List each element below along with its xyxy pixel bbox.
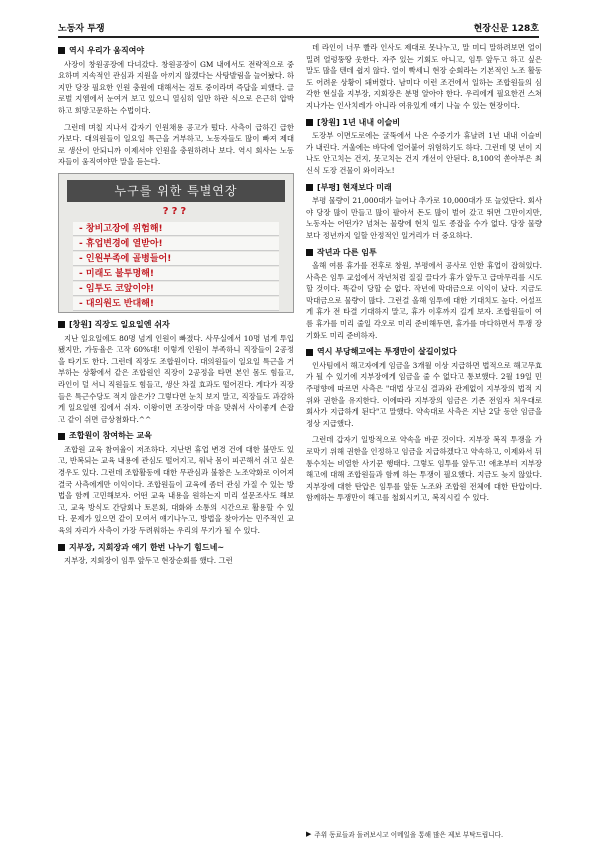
article-paragraph: 지부장, 지회장이 임투 앞두고 현장순회를 했다. 그런 — [64, 556, 233, 566]
photo-line: - 휴업변경에 열받아! — [73, 237, 279, 251]
page-footer — [306, 829, 539, 839]
page-header — [58, 20, 539, 38]
article-title: [부평] 현재보다 미래 — [306, 182, 542, 194]
article-paragraph: 인사팀에서 해고자에게 임금을 3개월 이상 지급하면 법적으로 해고무효가 될 수 있기에 지부장에게 임금을 줄 수 없다고 통보했다. 2월 19일 민주평향에 따르면 사측은 "대법 상고심 결과와 관계없이 지부장의 법적 지위와 권한을 유지한다. 이에따라 지부장의 임금은 기존 전임자 처우대로 회사가 지급하게 된다"고 말했다. 약속대로 사측은 지난 2달 동안 임금을 정상 지급했다. — [306, 360, 542, 428]
article — [306, 182, 542, 242]
article — [306, 346, 542, 504]
article — [58, 45, 294, 168]
photo-lines — [73, 222, 279, 312]
article-title: [창원] 직장도 일요일엔 쉬자 — [58, 319, 294, 331]
footer-text: 주위 동료들과 돌려보시고 이메일을 통해 많은 제보 부탁드립니다. — [314, 831, 504, 839]
article — [58, 542, 294, 567]
bullet-square-icon — [306, 119, 313, 126]
photo-line: - 임투도 코앞이야! — [73, 282, 279, 296]
bullet-square-icon — [306, 249, 313, 256]
photo-banner: 누구를 위한 특별연장 — [67, 180, 285, 202]
article-paragraph: 부평 물량이 21,000대가 늘어나 추가로 10,000대가 또 늘었단다. 회사야 당장 많이 만들고 많이 팔아서 돈도 많이 벌어 갔고 뛰면 그만이지만, 노동자는 어떤가? 넘쳐는 물량에 현치 일도 종잡을 수가 없다. 당장 물량보다 정년까지 일할 안정적인 일거리가 더 중요하다. — [306, 196, 542, 240]
photo-line: - 미래도 불투명해! — [73, 267, 279, 281]
article-paragraph: 조합원 교육 참여율이 저조하다. 지난번 휴업 변경 건에 대한 불만도 있고, 반복되는 교육 내용에 관심도 떨어지고, 워낙 몸이 피곤해서 쉬고 싶은 경우도 있다. 그런데 조합활동에 대한 무관심과 불참은 노조약화로 이어져 결국 사측에게만 이익이다. 조합원들이 교육에 좀더 관심 가질 수 있는 방법을 함께 고민해보자. 어떤 교육 내용을 원하는지 미리 설문조사도 해보고, 교육 방식도 간담회나 토론회, 대화와 소통의 시간으로 활용할 수 있다. 문제가 있으면 같이 모여서 얘기나누고, 방법을 찾아가는 민주적인 교육의 자리가 사측이 가장 두려워하는 우리의 무기가 될 수 있다. — [58, 444, 294, 536]
article-title: [창원] 1년 내내 이슬비 — [306, 117, 542, 129]
article — [306, 247, 542, 342]
protest-sign-photo — [58, 173, 294, 313]
article-paragraph: 그런데 갑자기 일방적으로 약속을 바꾼 것이다. 지부장 복직 투쟁을 가로막기 위해 권한을 인정하고 임금을 지급하겠다고 약속하고, 이제와서 뒤통수치는 비열한 사기꾼 행태다. 그렇도 임투를 앞두고! 애초부터 지부장 해고에 대해 조합원들과 함께 하는 투쟁이 필요했다. 지금도 늦지 않았다. 지부장에 대한 탄압은 임투를 앞둔 노조와 조합원 전체에 대한 탄압이다. 함께하는 투쟁만이 해고를 철회시키고, 복직시킬 수 있다. — [306, 435, 542, 503]
article-paragraph: 올해 여름 휴가를 전후로 창원, 부평에서 공사로 인한 휴업이 잡혀있다. 사측은 임투 교섭에서 작년처럼 질질 끌다가 휴가 앞두고 급마무리를 시도할 것이다. 똑같이 당할 순 없다. 작년에 막대금으로 이익이 났다. 지금도 막대금으로 물량이 많다. 그런걸 올해 임투에 대한 기대치도 높다. 어설프게 휴가 전 타결 기대하지 말고, 휴가 이후까지 길게 보자. 조합원들이 여름 휴가를 미리 줄일 각오로 미리 준비해두면, 휴가를 마다하면서 투쟁 장기화도 미리 준비하자. — [306, 261, 542, 340]
article — [306, 117, 542, 177]
photo-line: - 대의원도 반대해! — [73, 297, 279, 311]
article — [58, 319, 294, 425]
photo-line: - 인원부족에 골병들어! — [73, 252, 279, 266]
article-title: 역시 부당해고에는 투쟁만이 살길이었다 — [306, 346, 542, 358]
left-column — [58, 42, 294, 572]
article-paragraph: 데 라인이 너무 빨라 인사도 제대로 못나누고, 말 미디 말하려보면 얼이 밀려 얼렁뚱땅 웃한다. 자주 있는 기회도 아니고, 임투 앞두고 하고 싶은 말도 많을 텐데 쉽지 않다. 얼이 빡세니 현장 순회라는 기본적인 노조 활동도 어려운 상황이 돼버렸다. 남미다 이런 조건에서 일하는 조합원들의 심각한 현실을 지부장, 지회장은 분명 알아야 한다. 우리에게 필요한건 스쳐지나가는 인사치레가 아니라 여유있게 얘기 나눌 수 있는 현장이다. — [306, 43, 542, 110]
header-right: 현장신문 128호 — [473, 24, 539, 34]
bullet-square-icon — [58, 544, 65, 551]
bullet-square-icon — [306, 349, 313, 356]
bullet-square-icon — [58, 321, 65, 328]
article-title: 조합원이 참여하는 교육 — [58, 430, 294, 442]
photo-line: - 창비고장에 위험해! — [73, 222, 279, 236]
bullet-square-icon — [58, 433, 65, 440]
article-paragraph: 사장이 창원공장에 다녀갔다. 창원공장이 GM 내에서도 전략적으로 중요하며 지속적인 관심과 지원을 아끼지 않겠다는 사탕발림을 늘어놨다. 하지만 당장 필요한 인원 충원에 대해서는 검토 중이라며 즉답을 피했다. 글로벌 지엠에서 눈여겨 보고 있으니 열심히 일만 하란 식으로 은근히 압박하고 희망고문하는 수법이다. — [58, 59, 294, 115]
article-continued — [306, 42, 542, 112]
article-title: 역시 우리가 움직여야 — [58, 45, 294, 57]
article-paragraph: 지난 일요일에도 80명 넘게 인원이 빠졌다. 사무실에서 10명 넘게 투입됐지만, 가동율은 고작 60%대! 이렇게 인원이 부족하니 직장들이 2공정을 타기도 한다. 그런데 직장도 조합원이다. 대의원들이 일요일 특근을 거부하는 상황에서 같은 조합원인 직장이 2공정을 타면 본인 몸도 힘들고, 라인이 덜 서니 직원들도 힘들고, 생산 차질 효과도 떨어진다. 게다가 직장들은 특근수당도 적지 않은가? 그렇다면 눈치 보지 말고, 직장들도 과감하게 일요일엔 집에서 쉬자. 이왕이면 조장이랑 마음 맞춰서 사이좋게 손잡고 같이 쉬면 금상첨화다.^^ — [58, 333, 294, 424]
header-left: 노동자 투쟁 — [58, 24, 105, 34]
article-paragraph: 도장부 이면도로에는 굴뚝에서 나온 수증기가 휴날려 1년 내내 이슬비가 내린다. 겨울에는 바닥에 얼어붙어 위험하기도 하다. 그런데 몇 년이 지나도 안고치는 건지, 못고치는 건지 개선이 안된다. 8,100억 쏟아부은 최신식 도장 건물이 와이라노! — [306, 131, 542, 175]
article-paragraph: 그런데 며칠 지나서 갑자기 인원채용 공고가 떴다. 사측이 급하긴 급한가보다. 대의원들이 일요일 특근을 거부하고, 노동자들도 많이 빠져 제대로 생산이 안되니까 이제서야 인원을 충원하려나 보다. 역시 회사는 노동자들이 움직여야만 말을 듣는다. — [58, 122, 294, 167]
arrow-right-icon: ▶ — [306, 830, 312, 838]
article-title: 지부장, 지회장과 얘기 한번 나누기 힘드네~ — [58, 542, 294, 554]
photo-question: ??? — [162, 205, 190, 217]
article-title: 작년과 다른 임투 — [306, 247, 542, 259]
bullet-square-icon — [306, 184, 313, 191]
bullet-square-icon — [58, 47, 65, 54]
article — [58, 430, 294, 536]
right-column — [306, 42, 542, 509]
